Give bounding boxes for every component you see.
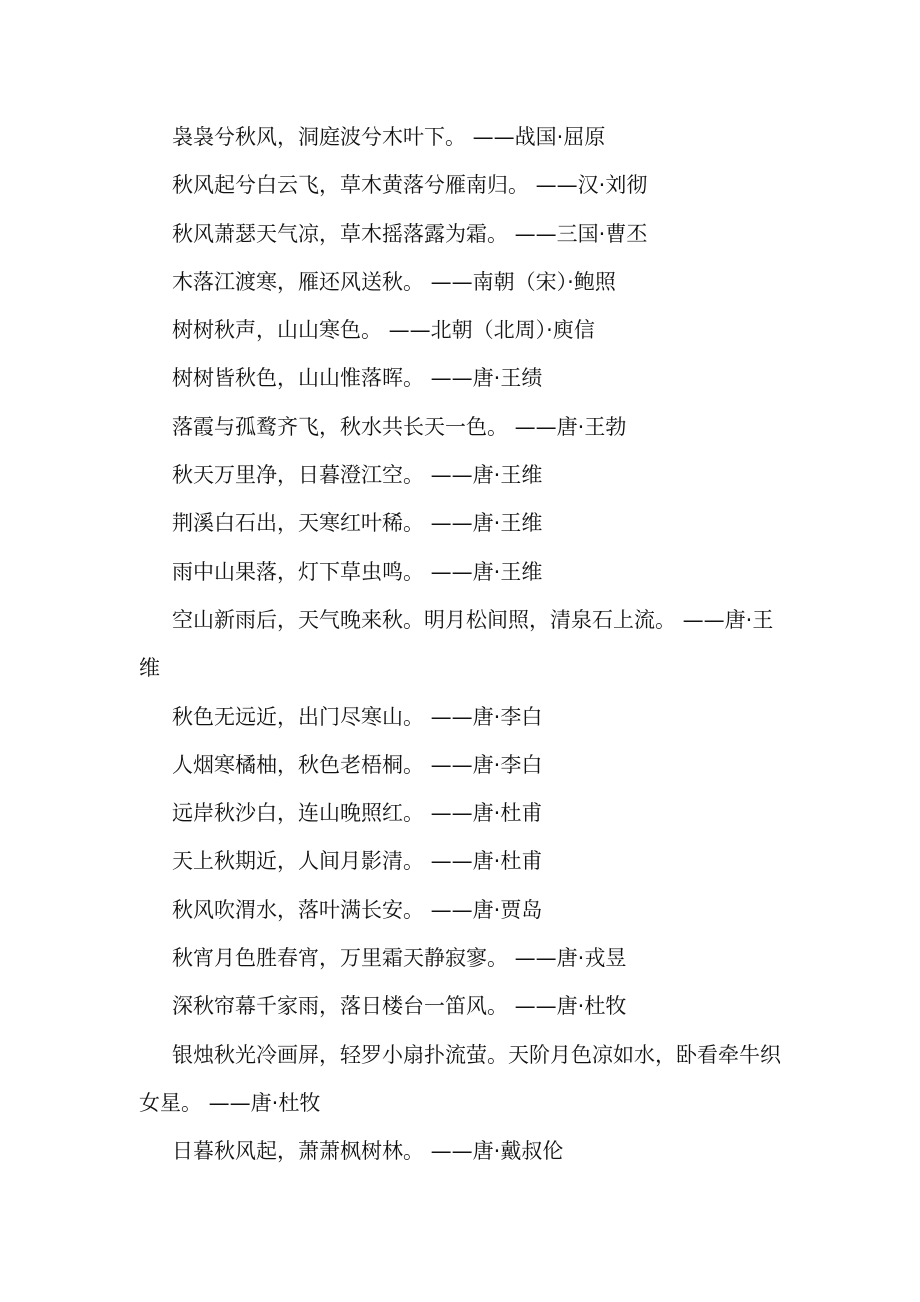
poem-line: 日暮秋风起，萧萧枫树林。 ——唐·戴叔伦 <box>172 1139 564 1164</box>
poem-line: 树树皆秋色，山山惟落晖。 ——唐·王绩 <box>172 366 543 391</box>
poem-line: 秋风起兮白云飞，草木黄落兮雁南归。 ——汉·刘彻 <box>172 173 648 198</box>
poem-line: 秋风吹渭水，落叶满长安。 ——唐·贾岛 <box>172 897 543 922</box>
poem-line: 秋宵月色胜春宵，万里霜天静寂寥。 ——唐·戎昱 <box>172 946 627 971</box>
poem-line: 深秋帘幕千家雨，落日楼台一笛风。 ——唐·杜牧 <box>172 994 627 1019</box>
poem-line: 空山新雨后，天气晚来秋。明月松间照，清泉石上流。 ——唐·王维 <box>139 607 774 681</box>
poem-line: 人烟寒橘柚，秋色老梧桐。 ——唐·李白 <box>172 752 543 777</box>
poem-line: 雨中山果落，灯下草虫鸣。 ——唐·王维 <box>172 559 543 584</box>
poem-list <box>139 113 781 1176</box>
poem-line: 秋天万里净，日暮澄江空。 ——唐·王维 <box>172 463 543 488</box>
poem-line: 木落江渡寒，雁还风送秋。 ——南朝（宋）·鲍照 <box>172 269 616 294</box>
poem-line: 落霞与孤鹜齐飞，秋水共长天一色。 ——唐·王勃 <box>172 414 627 439</box>
poem-line: 远岸秋沙白，连山晚照红。 ——唐·杜甫 <box>172 801 543 826</box>
poem-line: 天上秋期近，人间月影清。 ——唐·杜甫 <box>172 849 543 874</box>
poem-line: 银烛秋光冷画屏，轻罗小扇扑流萤。天阶月色凉如水，卧看牵牛织女星。 ——唐·杜牧 <box>139 1042 781 1115</box>
poem-line: 荆溪白石出，天寒红叶稀。 ——唐·王维 <box>172 511 543 536</box>
poem-line: 秋风萧瑟天气凉，草木摇落露为霜。 ——三国·曹丕 <box>172 221 648 246</box>
poem-line: 树树秋声，山山寒色。 ——北朝（北周）·庾信 <box>172 318 595 343</box>
poem-line: 袅袅兮秋风，洞庭波兮木叶下。 ——战国·屈原 <box>172 125 606 149</box>
poem-line: 秋色无远近，出门尽寒山。 ——唐·李白 <box>172 704 543 729</box>
